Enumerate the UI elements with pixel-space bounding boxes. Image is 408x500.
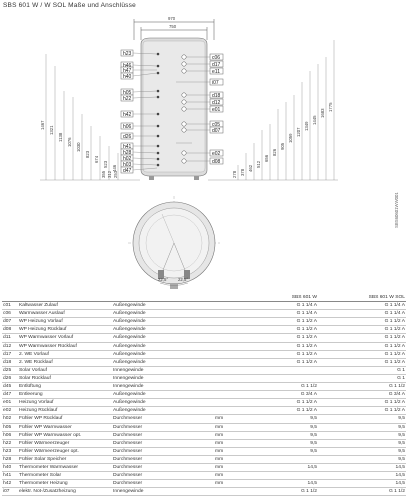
table-row	[2, 488, 406, 496]
cell-v2: G 1 1/2 A	[318, 350, 406, 358]
cell-code: h42	[2, 480, 18, 488]
cell-desc: Thermometer Solar	[18, 472, 112, 480]
cell-unit	[214, 399, 236, 407]
svg-text:251: 251	[113, 170, 118, 178]
cell-v2: G 1 1/2	[318, 488, 406, 496]
cell-type: Außengewinde	[112, 326, 214, 334]
cell-desc: elektr. Not-/Zusatzheizung	[18, 488, 112, 496]
cell-type: Außengewinde	[112, 342, 214, 350]
svg-text:1683: 1683	[320, 108, 325, 118]
table-row	[2, 391, 406, 399]
top-dimensions	[134, 19, 214, 40]
table-row	[2, 310, 406, 318]
cell-v1: G 1 1/4 A	[236, 310, 318, 318]
cell-desc: Fühler Wärmeerzeuger	[18, 439, 112, 447]
cell-code: c06	[2, 310, 18, 318]
cell-desc: Heizung Rücklauf	[18, 407, 112, 415]
cell-v1: 9,5	[236, 415, 318, 423]
cell-code: h05	[2, 423, 18, 431]
cell-v2: 14,5	[318, 480, 406, 488]
cell-desc: 2. WE Rücklauf	[18, 358, 112, 366]
cell-code: h40	[2, 463, 18, 471]
cell-code: h23	[2, 447, 18, 455]
cell-v2: G 3/4 A	[318, 391, 406, 399]
cell-desc: Kaltwasser Zulauf	[18, 302, 112, 310]
cell-code: h22	[2, 439, 18, 447]
cell-type: Durchmesser	[112, 447, 214, 455]
cell-v2: G 1 1/2 A	[318, 334, 406, 342]
table-row	[2, 342, 406, 350]
svg-text:312: 312	[107, 170, 112, 178]
cell-code: d25	[2, 366, 18, 374]
plan-angle-left: 22,5°	[158, 277, 169, 282]
cell-v2: 9,5	[318, 431, 406, 439]
cell-type: Durchmesser	[112, 455, 214, 463]
cell-unit	[214, 318, 236, 326]
label-h47: h47	[123, 68, 132, 74]
cell-unit	[214, 358, 236, 366]
cell-v1	[236, 472, 318, 480]
table-row	[2, 350, 406, 358]
cell-desc: Heizung Vorlauf	[18, 399, 112, 407]
svg-text:656: 656	[264, 154, 269, 162]
cell-desc: Entlüftung	[18, 383, 112, 391]
svg-text:1321: 1321	[49, 125, 54, 135]
cell-unit: mm	[214, 439, 236, 447]
cell-v2: G 1 1/2 A	[318, 318, 406, 326]
cell-unit	[214, 383, 236, 391]
label-h46: h46	[123, 63, 132, 69]
label-d47: d47	[123, 168, 132, 174]
cell-type: Außengewinde	[112, 399, 214, 407]
cell-code: d47	[2, 391, 18, 399]
svg-text:1059: 1059	[288, 133, 293, 143]
label-h03: h03	[123, 162, 132, 168]
cell-desc: Thermometer Heizung	[18, 480, 112, 488]
svg-text:1030: 1030	[76, 142, 81, 152]
label-h28: h28	[123, 150, 132, 156]
left-height-values	[40, 120, 118, 178]
cell-unit	[214, 310, 236, 318]
label-c05: c05	[212, 122, 221, 128]
cell-unit: mm	[214, 455, 236, 463]
cell-v1: 9,5	[236, 447, 318, 455]
cell-desc: WP Warmwasser Rücklauf	[18, 342, 112, 350]
table-row	[2, 431, 406, 439]
cell-type: Innengewinde	[112, 383, 214, 391]
cell-v1: G 1 1/4 A	[236, 302, 318, 310]
table-row	[2, 463, 406, 471]
cell-v2: G 1 1/2 A	[318, 407, 406, 415]
cell-v1	[236, 455, 318, 463]
cell-type: Außengewinde	[112, 391, 214, 399]
cell-code: d12	[2, 342, 18, 350]
cell-unit	[214, 488, 236, 496]
svg-text:826: 826	[272, 148, 277, 156]
label-i07: i07	[212, 80, 219, 86]
cell-desc: Solar Vorlauf	[18, 366, 112, 374]
cell-type: Durchmesser	[112, 472, 214, 480]
table-row	[2, 334, 406, 342]
cell-v1	[236, 374, 318, 382]
cell-v2: 9,5	[318, 447, 406, 455]
cell-desc: Fühler WP Rücklauf	[18, 415, 112, 423]
svg-text:355: 355	[101, 170, 106, 178]
svg-text:823: 823	[85, 150, 90, 158]
cell-v1: 9,5	[236, 439, 318, 447]
cell-desc: WP Warmwasser Vorlauf	[18, 334, 112, 342]
cell-type: Außengewinde	[112, 334, 214, 342]
cell-code: h41	[2, 472, 18, 480]
cell-code: d45	[2, 383, 18, 391]
cell-v2: 9,5	[318, 439, 406, 447]
label-d26: d26	[123, 134, 132, 140]
svg-text:446: 446	[112, 164, 117, 172]
svg-text:523: 523	[103, 160, 108, 168]
dim-970: 970	[168, 16, 176, 21]
cell-v1: G 1 1/2 A	[236, 326, 318, 334]
cell-type: Außengewinde	[112, 358, 214, 366]
svg-text:1467: 1467	[40, 120, 45, 130]
cell-unit: mm	[214, 480, 236, 488]
table-row	[2, 447, 406, 455]
cell-unit	[214, 374, 236, 382]
table-row	[2, 374, 406, 382]
label-d18: d18	[212, 93, 221, 99]
cell-unit	[214, 391, 236, 399]
cell-v1: G 1 1/2	[236, 488, 318, 496]
cell-desc: Warmwasser Auslauf	[18, 310, 112, 318]
cell-v1: 9,5	[236, 423, 318, 431]
cell-v2: G 1 1/4 A	[318, 302, 406, 310]
cell-unit: mm	[214, 447, 236, 455]
drawing-code: SBS60601WW001	[394, 192, 399, 228]
cell-desc: Fühler Solar Speicher	[18, 455, 112, 463]
cell-v2: G 1 1/2	[318, 383, 406, 391]
label-h40: h40	[123, 74, 132, 80]
cell-v1: G 1 1/2 A	[236, 350, 318, 358]
cell-desc: 2. WE Vorlauf	[18, 350, 112, 358]
cell-unit	[214, 407, 236, 415]
cell-v2: G 1 1/2 A	[318, 399, 406, 407]
cell-code: h02	[2, 415, 18, 423]
cell-type: Außengewinde	[112, 310, 214, 318]
svg-text:1138: 1138	[58, 132, 63, 142]
label-d17: d17	[212, 62, 221, 68]
svg-text:278: 278	[232, 170, 237, 178]
cell-type: Innengewinde	[112, 366, 214, 374]
cell-v1: G 1 1/2 A	[236, 407, 318, 415]
svg-text:512: 512	[256, 160, 261, 168]
cell-v1: 14,5	[236, 463, 318, 471]
cell-type: Innengewinde	[112, 374, 214, 382]
dim-750: 750	[169, 24, 177, 29]
cell-unit	[214, 302, 236, 310]
label-d07: d07	[212, 128, 221, 134]
cell-unit: mm	[214, 472, 236, 480]
cell-type: Außengewinde	[112, 318, 214, 326]
cell-v2: 9,5	[318, 455, 406, 463]
cell-unit	[214, 334, 236, 342]
cell-v1: 9,5	[236, 431, 318, 439]
table-row	[2, 358, 406, 366]
cell-code: h06	[2, 431, 18, 439]
label-h05: h05	[123, 90, 132, 96]
cell-type: Außengewinde	[112, 350, 214, 358]
label-h41: h41	[123, 144, 132, 150]
label-h42: h42	[123, 112, 132, 118]
cell-unit	[214, 366, 236, 374]
cell-v2: 14,5	[318, 472, 406, 480]
table-row	[2, 423, 406, 431]
table-row	[2, 383, 406, 391]
svg-text:378: 378	[240, 168, 245, 176]
cell-v2: 14,5	[318, 463, 406, 471]
svg-text:1207: 1207	[296, 127, 301, 137]
table-row	[2, 366, 406, 374]
cell-unit: mm	[214, 463, 236, 471]
cell-unit	[214, 350, 236, 358]
cell-desc: WP Heizung Vorlauf	[18, 318, 112, 326]
cell-code: i07	[2, 488, 18, 496]
cell-code: d26	[2, 374, 18, 382]
cell-type: Innengewinde	[112, 488, 214, 496]
connections-table	[2, 294, 406, 496]
cell-v2: 9,5	[318, 423, 406, 431]
cell-v2: G 1 1/2 A	[318, 326, 406, 334]
cell-type: Durchmesser	[112, 431, 214, 439]
cell-desc: Fühler Wärmeerzeuger opt.	[18, 447, 112, 455]
cell-type: Durchmesser	[112, 463, 214, 471]
label-c06: c06	[212, 55, 221, 61]
cell-type: Durchmesser	[112, 423, 214, 431]
header-model-2: SBS 601 W SOL	[318, 294, 406, 302]
table-row	[2, 318, 406, 326]
cell-v1: G 1 1/2	[236, 383, 318, 391]
table-row	[2, 399, 406, 407]
label-d12: d12	[212, 100, 221, 106]
label-e02: e02	[212, 151, 221, 157]
svg-text:1076: 1076	[67, 137, 72, 147]
table-header-row	[2, 294, 406, 302]
cell-v1: 14,5	[236, 480, 318, 488]
header-model-1: SBS 601 W	[236, 294, 318, 302]
table-row	[2, 326, 406, 334]
cell-unit: mm	[214, 431, 236, 439]
label-h22: h22	[123, 96, 132, 102]
cell-type: Außengewinde	[112, 407, 214, 415]
plan-angle-right: 22,5°	[178, 277, 189, 282]
svg-text:1445: 1445	[312, 115, 317, 125]
cell-type: Durchmesser	[112, 439, 214, 447]
cell-desc: Fühler WP Warmwasser opt.	[18, 431, 112, 439]
cell-code: d07	[2, 318, 18, 326]
cell-desc: Thermometer Warmwasser	[18, 463, 112, 471]
cell-type: Außengewinde	[112, 302, 214, 310]
cell-v1: G 1 1/2 A	[236, 342, 318, 350]
label-e01: e01	[212, 107, 221, 113]
cell-unit: mm	[214, 415, 236, 423]
label-h23: h23	[123, 51, 132, 57]
cell-code: e02	[2, 407, 18, 415]
cell-v1: G 3/4 A	[236, 391, 318, 399]
label-h06: h06	[123, 124, 132, 130]
cell-unit	[214, 326, 236, 334]
table-row	[2, 472, 406, 480]
svg-text:674: 674	[94, 155, 99, 163]
table-row	[2, 455, 406, 463]
cell-code: h28	[2, 455, 18, 463]
svg-text:1349: 1349	[304, 121, 309, 131]
table-row	[2, 415, 406, 423]
cell-v1	[236, 366, 318, 374]
cell-code: d11	[2, 334, 18, 342]
table-row	[2, 480, 406, 488]
cell-v1: G 1 1/2 A	[236, 399, 318, 407]
cell-desc: Fühler WP Warmwasser	[18, 423, 112, 431]
cell-desc: WP Heizung Rücklauf	[18, 326, 112, 334]
cell-code: d18	[2, 358, 18, 366]
page-title: SBS 601 W / W SOL Maße und Anschlüsse	[3, 2, 136, 9]
cell-v2: G 1	[318, 374, 406, 382]
right-height-dims	[208, 40, 338, 180]
cell-v2: G 1 1/2 A	[318, 342, 406, 350]
cell-unit	[214, 342, 236, 350]
cell-v1: G 1 1/2 A	[236, 334, 318, 342]
cell-code: c01	[2, 302, 18, 310]
cell-desc: Solar Rücklauf	[18, 374, 112, 382]
cell-type: Durchmesser	[112, 480, 214, 488]
svg-text:905: 905	[280, 142, 285, 150]
table-row	[2, 407, 406, 415]
cell-v1: G 1 1/2 A	[236, 358, 318, 366]
svg-text:1775: 1775	[328, 102, 333, 112]
cell-v2: G 1 1/2 A	[318, 358, 406, 366]
svg-text:462: 462	[248, 164, 253, 172]
cell-type: Durchmesser	[112, 415, 214, 423]
label-e11: e11	[212, 69, 220, 75]
cell-desc: Entleerung	[18, 391, 112, 399]
cell-v2: G 1	[318, 366, 406, 374]
cell-v1: G 1 1/2 A	[236, 318, 318, 326]
cell-code: e01	[2, 399, 18, 407]
table-row	[2, 302, 406, 310]
cell-code: d17	[2, 350, 18, 358]
label-d08: d08	[212, 159, 221, 165]
cell-v2: G 1 1/4 A	[318, 310, 406, 318]
cell-code: d08	[2, 326, 18, 334]
table-row	[2, 439, 406, 447]
label-h02: h02	[123, 156, 132, 162]
cell-v2: 9,5	[318, 415, 406, 423]
cell-unit: mm	[214, 423, 236, 431]
tank-plan-view	[128, 196, 220, 290]
